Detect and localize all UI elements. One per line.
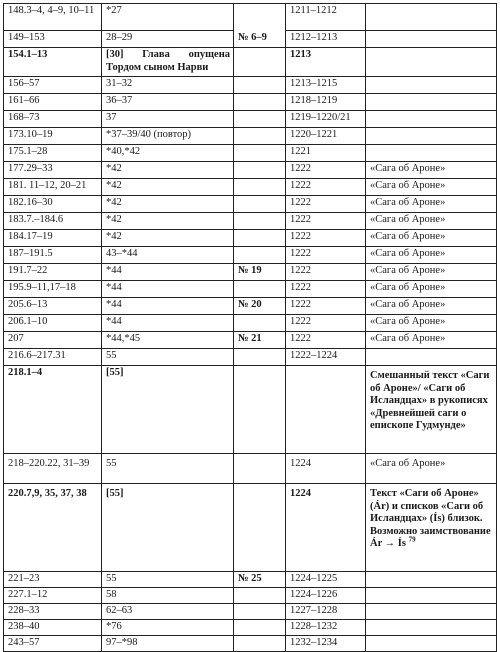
cell-chapter: *42 [102,230,234,247]
cell-number: № 6–9 [234,31,286,48]
table-row [4,620,497,636]
cell-year: 1232–1234 [286,636,366,652]
cell-year: 1218–1219 [286,94,366,111]
cell-chapter: *42 [102,196,234,213]
cell-chapter: 43–*44 [102,247,234,264]
cell-year: 1222–1224 [286,349,366,366]
table-row [4,315,497,332]
cell-source: 183.7.–184.6 [4,213,102,230]
cell-note [366,636,497,652]
cell-note [366,31,497,48]
cell-source: 195.9–11,17–18 [4,281,102,298]
cell-source: 181. 11–12, 20–21 [4,179,102,196]
cell-note: Смешанный текст «Саги об Ароне»/ «Саги об Исландцах» в рукописях «Древнейшей саги о епископе Гудмунде» [366,366,497,454]
cell-chapter: *42 [102,179,234,196]
cell-note [366,94,497,111]
cell-chapter: *76 [102,620,234,636]
cell-number [234,349,286,366]
cell-number [234,315,286,332]
table-row [4,588,497,604]
cell-number [234,111,286,128]
cell-note [366,484,497,572]
cell-year: 1221 [286,145,366,162]
table-row [4,281,497,298]
cell-year: 1222 [286,315,366,332]
cell-source: 227.1–12 [4,588,102,604]
cell-year: 1222 [286,332,366,349]
cell-chapter: 58 [102,588,234,604]
cell-source: 220.7,9, 35, 37, 38 [4,484,102,572]
cell-number [234,77,286,94]
cell-source: 228–33 [4,604,102,620]
cell-number [234,162,286,179]
cell-note: «Сага об Ароне» [366,454,497,484]
table-row [4,636,497,652]
table-row [4,4,497,31]
cell-chapter: *37–39/40 (повтор) [102,128,234,145]
cell-chapter: *27 [102,4,234,31]
cell-number [234,247,286,264]
cell-note: «Сага об Ароне» [366,315,497,332]
table-row [4,366,497,454]
cell-note [366,572,497,588]
cell-chapter: *42 [102,213,234,230]
cell-source: 184.17–19 [4,230,102,247]
cell-source: 191.7–22 [4,264,102,281]
cell-note [366,77,497,94]
cell-chapter: *44 [102,298,234,315]
cell-number [234,604,286,620]
cell-note: «Сага об Ароне» [366,247,497,264]
cell-number [234,145,286,162]
cell-number [234,213,286,230]
cell-chapter: 37 [102,111,234,128]
cell-note: «Сага об Ароне» [366,332,497,349]
cell-chapter: *44,*45 [102,332,234,349]
cell-source: 243–57 [4,636,102,652]
cell-source: 206.1–10 [4,315,102,332]
cell-source: 168–73 [4,111,102,128]
cell-year: 1222 [286,247,366,264]
cell-source: 175.1–28 [4,145,102,162]
cell-source: 148.3–4, 4–9, 10–11 [4,4,102,31]
cell-chapter: 55 [102,572,234,588]
table-row [4,454,497,484]
table-row [4,48,497,77]
cell-year: 1224 [286,484,366,572]
cell-year: 1212–1213 [286,31,366,48]
table-row [4,484,497,572]
cell-chapter: *44 [102,315,234,332]
table-row [4,572,497,588]
cell-source: 156–57 [4,77,102,94]
cell-year: 1222 [286,179,366,196]
cell-number [234,230,286,247]
cell-year: 1228–1232 [286,620,366,636]
cell-number: № 25 [234,572,286,588]
cell-note: «Сага об Ароне» [366,162,497,179]
table-row [4,111,497,128]
cell-source: 207 [4,332,102,349]
cell-number [234,48,286,77]
cell-source: 216.6–217.31 [4,349,102,366]
cell-note: «Сага об Ароне» [366,281,497,298]
cell-number [234,620,286,636]
table-row [4,162,497,179]
note-text: Текст «Саги об Ароне» (Ár) и списков «Саги об Исландцах» (Ís) близок. Возможно заимствование [370,488,491,537]
cell-number [234,281,286,298]
cell-source: 221–23 [4,572,102,588]
cell-chapter: 55 [102,454,234,484]
cell-year [286,366,366,454]
cell-source: 154.1–13 [4,48,102,77]
cell-year: 1222 [286,264,366,281]
cell-year: 1219–1220/21 [286,111,366,128]
cell-year: 1220–1221 [286,128,366,145]
cell-source: 218–220.22, 31–39 [4,454,102,484]
cell-number [234,4,286,31]
cell-year: 1213–1215 [286,77,366,94]
cell-source: 161–66 [4,94,102,111]
cell-number: № 21 [234,332,286,349]
cell-note [366,604,497,620]
cell-year: 1222 [286,196,366,213]
cell-note [366,145,497,162]
cell-number [234,179,286,196]
table-row [4,145,497,162]
cell-note [366,111,497,128]
cell-year: 1222 [286,298,366,315]
table-row [4,213,497,230]
note-arrow-text: Ár → Ís [370,538,406,549]
chronology-table [3,3,497,652]
cell-chapter: 36–37 [102,94,234,111]
cell-source: 238–40 [4,620,102,636]
cell-note: «Сага об Ароне» [366,213,497,230]
table-row [4,179,497,196]
cell-year: 1213 [286,48,366,77]
cell-note: «Сага об Ароне» [366,179,497,196]
cell-chapter: 62–63 [102,604,234,620]
table-row [4,31,497,48]
cell-note [366,620,497,636]
cell-year: 1224–1225 [286,572,366,588]
cell-chapter: *42 [102,162,234,179]
cell-source: 182.16–30 [4,196,102,213]
cell-year: 1211–1212 [286,4,366,31]
cell-chapter: 28–29 [102,31,234,48]
cell-number: № 19 [234,264,286,281]
cell-source: 218.1–4 [4,366,102,454]
cell-number [234,636,286,652]
table-row [4,94,497,111]
cell-source: 177.29–33 [4,162,102,179]
cell-chapter: [55] [102,366,234,454]
cell-note [366,48,497,77]
cell-chapter: *40,*42 [102,145,234,162]
cell-note [366,349,497,366]
cell-note: «Сага об Ароне» [366,196,497,213]
cell-note [366,4,497,31]
table-row [4,332,497,349]
cell-year: 1227–1228 [286,604,366,620]
cell-number: № 20 [234,298,286,315]
cell-note: «Сага об Ароне» [366,298,497,315]
cell-number [234,588,286,604]
cell-number [234,196,286,213]
cell-chapter: 97–*98 [102,636,234,652]
cell-year: 1224–1226 [286,588,366,604]
cell-year: 1224 [286,454,366,484]
cell-chapter: *44 [102,264,234,281]
cell-note [366,588,497,604]
cell-year: 1222 [286,230,366,247]
cell-number [234,128,286,145]
cell-source: 173.10–19 [4,128,102,145]
cell-number [234,366,286,454]
cell-number [234,454,286,484]
cell-chapter: [30] Глава опущена Тордом сыном Нарви [102,48,234,77]
table-row [4,77,497,94]
cell-chapter: 31–32 [102,77,234,94]
cell-source: 187–191.5 [4,247,102,264]
cell-chapter: 55 [102,349,234,366]
cell-note: «Сага об Ароне» [366,264,497,281]
cell-year: 1222 [286,213,366,230]
cell-note [366,128,497,145]
cell-chapter: *44 [102,281,234,298]
table-row [4,247,497,264]
table-row [4,230,497,247]
table-row [4,604,497,620]
cell-source: 205.6–13 [4,298,102,315]
footnote-marker: 79 [408,535,416,544]
cell-number [234,94,286,111]
table-row [4,128,497,145]
cell-number [234,484,286,572]
table-row [4,264,497,281]
table-row [4,196,497,213]
table-row [4,298,497,315]
cell-year: 1222 [286,162,366,179]
cell-chapter: [55] [102,484,234,572]
table-row [4,349,497,366]
cell-note: «Сага об Ароне» [366,230,497,247]
cell-year: 1222 [286,281,366,298]
cell-source: 149–153 [4,31,102,48]
